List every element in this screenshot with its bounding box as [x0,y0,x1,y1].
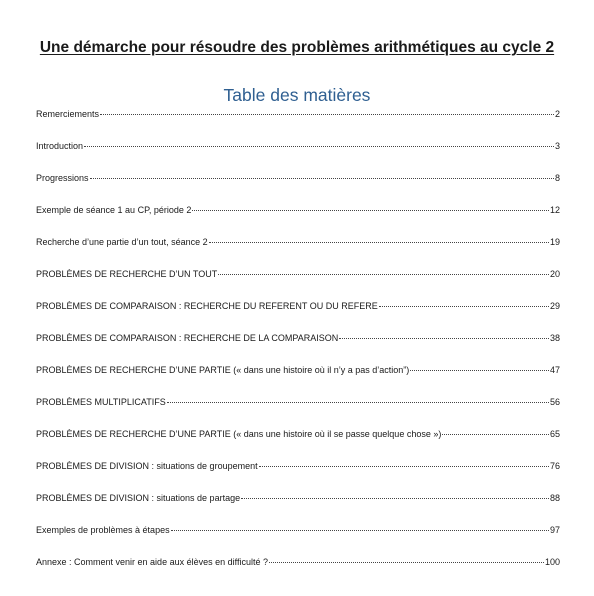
toc-entry-label: Recherche d’une partie d’un tout, séance 2 [36,237,208,247]
toc-entry-label: PROBLÈMES DE DIVISION : situations de partage [36,493,241,503]
toc-dot-leader [442,424,549,435]
toc-entry[interactable] [36,266,560,280]
toc-dot-leader [218,264,549,275]
toc-entry[interactable] [36,138,560,152]
toc-dot-leader [410,360,549,371]
toc-dot-leader [90,168,554,179]
document-title: Une démarche pour résoudre des problèmes arithmétiques au cycle 2 [39,39,555,56]
toc-entry-page: 3 [554,141,560,151]
toc-entry[interactable] [36,394,560,408]
toc-entry[interactable] [36,170,560,184]
toc-entry[interactable] [36,234,560,248]
toc-entry-page: 65 [549,429,560,439]
toc-entry-page: 97 [549,525,560,535]
toc-entry-page: 12 [549,205,560,215]
toc-entry-page: 56 [549,397,560,407]
toc-entry[interactable] [36,522,560,536]
toc-entry-label: Annexe : Comment venir en aide aux élèves en difficulté ? [36,557,268,567]
toc-entry-label: PROBLÈMES DE RECHERCHE D’UNE PARTIE (« dans une histoire où il n’y a pas d’action”) [36,365,410,375]
toc-entry-page: 2 [554,109,560,119]
toc-dot-leader [192,200,549,211]
toc-entry[interactable] [36,554,560,568]
toc-entry-label: PROBLÈMES DE DIVISION : situations de groupement [36,461,258,471]
toc-entry-page: 19 [549,237,560,247]
toc-entry-label: Remerciements [36,109,100,119]
toc-entry[interactable] [36,426,560,440]
toc-entry[interactable] [36,490,560,504]
toc-heading: Table des matières [223,85,371,105]
toc-entry[interactable] [36,106,560,120]
toc-entry-label: PROBLÈMES DE RECHERCHE D’UN TOUT [36,269,218,279]
toc-entry-page: 76 [549,461,560,471]
toc-entry-page: 29 [549,301,560,311]
toc-entry[interactable] [36,362,560,376]
toc-dot-leader [167,392,549,403]
toc-entry-label: PROBLÈMES MULTIPLICATIFS [36,397,166,407]
toc-entry-page: 88 [549,493,560,503]
toc-dot-leader [259,456,549,467]
toc-entry-label: PROBLÈMES DE COMPARAISON : RECHERCHE DU REFERENT OU DU REFERE [36,301,378,311]
toc-entry-page: 8 [554,173,560,183]
toc-dot-leader [379,296,549,307]
toc-entry-label: PROBLÈMES DE COMPARAISON : RECHERCHE DE LA COMPARAISON [36,333,339,343]
toc-entry[interactable] [36,458,560,472]
toc-entry[interactable] [36,298,560,312]
toc-entry-label: Exemple de séance 1 au CP, période 2 [36,205,192,215]
toc-entry[interactable] [36,330,560,344]
toc-entry-label: PROBLÈMES DE RECHERCHE D’UNE PARTIE (« dans une histoire où il se passe quelque chose ») [36,429,442,439]
toc-dot-leader [241,488,549,499]
toc-dot-leader [209,232,549,243]
toc-dot-leader [84,136,554,147]
toc-dot-leader [100,104,554,115]
toc-entry-page: 100 [544,557,560,567]
toc-dot-leader [339,328,549,339]
toc-dot-leader [171,520,549,531]
toc-entry-page: 20 [549,269,560,279]
toc-entry[interactable] [36,202,560,216]
toc-entry-label: Introduction [36,141,84,151]
toc-dot-leader [269,552,544,563]
toc-entry-page: 38 [549,333,560,343]
toc-entry-label: Progressions [36,173,89,183]
toc-entry-page: 47 [549,365,560,375]
toc-entry-label: Exemples de problèmes à étapes [36,525,170,535]
